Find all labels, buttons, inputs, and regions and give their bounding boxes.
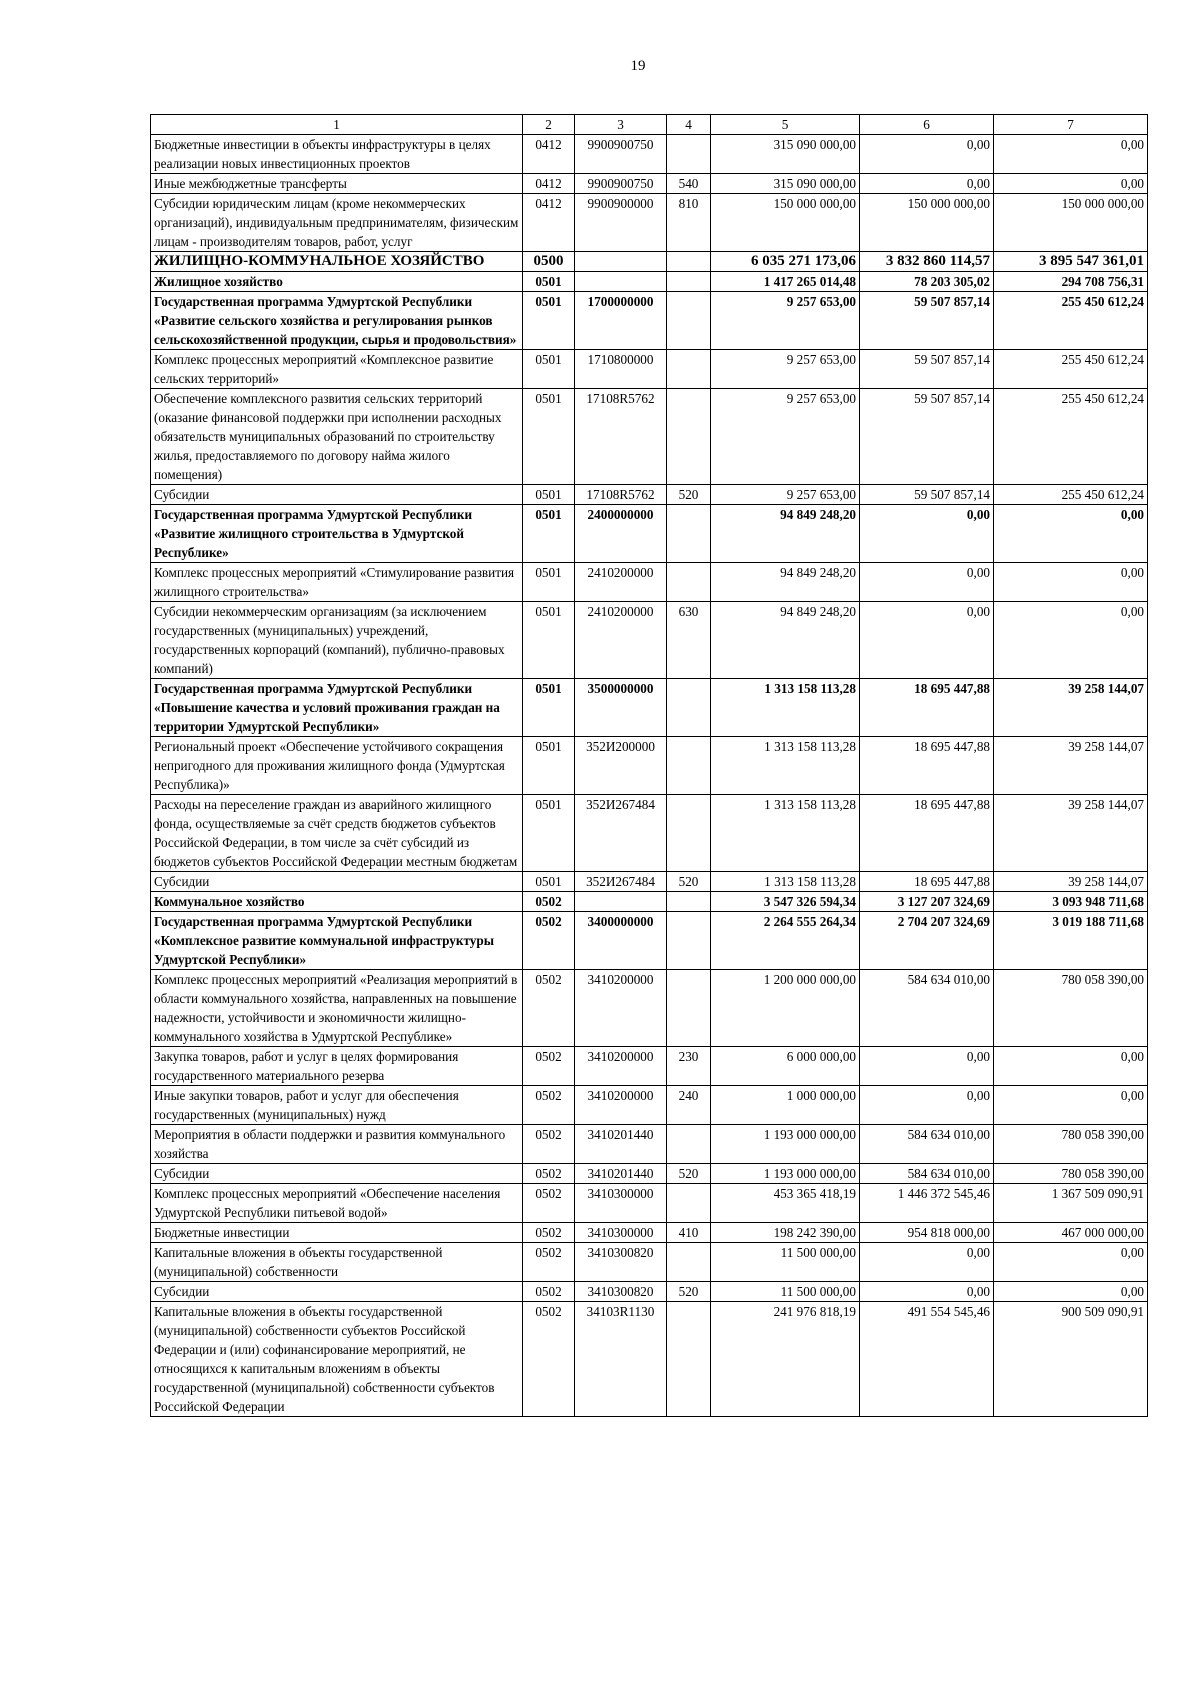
amount-col7: 294 708 756,31 bbox=[994, 272, 1148, 292]
table-row bbox=[151, 1047, 1148, 1086]
amount-col6: 18 695 447,88 bbox=[860, 737, 994, 795]
target-article-code: 352И267484 bbox=[575, 795, 667, 872]
expense-type-code: 520 bbox=[667, 485, 711, 505]
section-code: 0500 bbox=[523, 252, 575, 272]
target-article-code: 2410200000 bbox=[575, 602, 667, 679]
target-article-code: 9900900750 bbox=[575, 174, 667, 194]
section-code: 0501 bbox=[523, 872, 575, 892]
section-code: 0412 bbox=[523, 135, 575, 174]
row-name: Государственная программа Удмуртской Республики «Повышение качества и условий проживания граждан на территории Удмуртской Республики» bbox=[151, 679, 523, 737]
amount-col6: 0,00 bbox=[860, 1282, 994, 1302]
section-code: 0502 bbox=[523, 1223, 575, 1243]
amount-col5: 1 313 158 113,28 bbox=[711, 679, 860, 737]
expense-type-code bbox=[667, 563, 711, 602]
expense-type-code: 630 bbox=[667, 602, 711, 679]
amount-col7: 0,00 bbox=[994, 135, 1148, 174]
expense-type-code bbox=[667, 1243, 711, 1282]
expense-type-code bbox=[667, 389, 711, 485]
section-code: 0501 bbox=[523, 679, 575, 737]
row-name: Мероприятия в области поддержки и развития коммунального хозяйства bbox=[151, 1125, 523, 1164]
amount-col5: 1 313 158 113,28 bbox=[711, 795, 860, 872]
amount-col7: 3 019 188 711,68 bbox=[994, 912, 1148, 970]
section-code: 0502 bbox=[523, 892, 575, 912]
amount-col5: 1 200 000 000,00 bbox=[711, 970, 860, 1047]
amount-col7: 0,00 bbox=[994, 563, 1148, 602]
amount-col5: 1 417 265 014,48 bbox=[711, 272, 860, 292]
amount-col5: 1 313 158 113,28 bbox=[711, 872, 860, 892]
row-name: Иные межбюджетные трансферты bbox=[151, 174, 523, 194]
table-row bbox=[151, 1282, 1148, 1302]
amount-col5: 198 242 390,00 bbox=[711, 1223, 860, 1243]
amount-col7: 0,00 bbox=[994, 174, 1148, 194]
row-name: Субсидии юридическим лицам (кроме некоммерческих организаций), индивидуальным предпринимателям, физическим лицам - производителям товаров, работ, услуг bbox=[151, 194, 523, 252]
amount-col6: 0,00 bbox=[860, 174, 994, 194]
row-name: Комплекс процессных мероприятий «Стимулирование развития жилищного строительства» bbox=[151, 563, 523, 602]
amount-col5: 150 000 000,00 bbox=[711, 194, 860, 252]
expense-type-code bbox=[667, 679, 711, 737]
target-article-code: 3410201440 bbox=[575, 1125, 667, 1164]
table-row bbox=[151, 292, 1148, 350]
expense-type-code bbox=[667, 292, 711, 350]
table-row bbox=[151, 1243, 1148, 1282]
amount-col5: 1 193 000 000,00 bbox=[711, 1164, 860, 1184]
target-article-code bbox=[575, 272, 667, 292]
section-code: 0502 bbox=[523, 1047, 575, 1086]
row-name: Капитальные вложения в объекты государственной (муниципальной) собственности bbox=[151, 1243, 523, 1282]
amount-col7: 780 058 390,00 bbox=[994, 970, 1148, 1047]
expense-type-code bbox=[667, 135, 711, 174]
row-name: Обеспечение комплексного развития сельских территорий (оказание финансовой поддержки при исполнении расходных обязательств муниципальных образований по строительству жилья, предоставляемого по договору найма жилого помещения) bbox=[151, 389, 523, 485]
amount-col7: 0,00 bbox=[994, 1047, 1148, 1086]
column-number: 2 bbox=[523, 115, 575, 135]
table-row bbox=[151, 389, 1148, 485]
amount-col7: 39 258 144,07 bbox=[994, 872, 1148, 892]
amount-col7: 0,00 bbox=[994, 602, 1148, 679]
row-name: ЖИЛИЩНО-КОММУНАЛЬНОЕ ХОЗЯЙСТВО bbox=[151, 252, 523, 272]
amount-col6: 584 634 010,00 bbox=[860, 970, 994, 1047]
amount-col7: 467 000 000,00 bbox=[994, 1223, 1148, 1243]
table-row bbox=[151, 1086, 1148, 1125]
section-code: 0501 bbox=[523, 389, 575, 485]
amount-col7: 780 058 390,00 bbox=[994, 1125, 1148, 1164]
amount-col5: 241 976 818,19 bbox=[711, 1302, 860, 1417]
row-name: Жилищное хозяйство bbox=[151, 272, 523, 292]
target-article-code: 3410300000 bbox=[575, 1223, 667, 1243]
amount-col6: 18 695 447,88 bbox=[860, 795, 994, 872]
section-code: 0501 bbox=[523, 272, 575, 292]
amount-col5: 9 257 653,00 bbox=[711, 485, 860, 505]
section-code: 0501 bbox=[523, 292, 575, 350]
amount-col7: 39 258 144,07 bbox=[994, 795, 1148, 872]
amount-col5: 94 849 248,20 bbox=[711, 563, 860, 602]
expense-type-code bbox=[667, 1184, 711, 1223]
amount-col7: 255 450 612,24 bbox=[994, 292, 1148, 350]
section-code: 0502 bbox=[523, 970, 575, 1047]
amount-col5: 6 000 000,00 bbox=[711, 1047, 860, 1086]
amount-col6: 59 507 857,14 bbox=[860, 485, 994, 505]
target-article-code: 3500000000 bbox=[575, 679, 667, 737]
section-code: 0501 bbox=[523, 485, 575, 505]
target-article-code: 3410300000 bbox=[575, 1184, 667, 1223]
amount-col6: 1 446 372 545,46 bbox=[860, 1184, 994, 1223]
section-code: 0501 bbox=[523, 602, 575, 679]
table-row bbox=[151, 1164, 1148, 1184]
amount-col7: 39 258 144,07 bbox=[994, 679, 1148, 737]
amount-col6: 59 507 857,14 bbox=[860, 292, 994, 350]
amount-col7: 150 000 000,00 bbox=[994, 194, 1148, 252]
amount-col6: 0,00 bbox=[860, 135, 994, 174]
amount-col6: 954 818 000,00 bbox=[860, 1223, 994, 1243]
expense-type-code bbox=[667, 272, 711, 292]
table-row bbox=[151, 892, 1148, 912]
expense-type-code: 520 bbox=[667, 872, 711, 892]
table-row bbox=[151, 174, 1148, 194]
amount-col7: 0,00 bbox=[994, 1086, 1148, 1125]
table-row bbox=[151, 970, 1148, 1047]
row-name: Субсидии bbox=[151, 1282, 523, 1302]
amount-col5: 9 257 653,00 bbox=[711, 350, 860, 389]
section-code: 0502 bbox=[523, 1282, 575, 1302]
section-code: 0501 bbox=[523, 563, 575, 602]
expense-type-code: 520 bbox=[667, 1164, 711, 1184]
amount-col7: 255 450 612,24 bbox=[994, 350, 1148, 389]
target-article-code: 3400000000 bbox=[575, 912, 667, 970]
expense-type-code bbox=[667, 892, 711, 912]
row-name: Расходы на переселение граждан из аварийного жилищного фонда, осуществляемые за счёт средств бюджетов субъектов Российской Федерации, в том числе за счёт субсидий из бюджетов субъектов Российской Федерации местным бюджетам bbox=[151, 795, 523, 872]
column-number: 4 bbox=[667, 115, 711, 135]
amount-col6: 150 000 000,00 bbox=[860, 194, 994, 252]
amount-col5: 3 547 326 594,34 bbox=[711, 892, 860, 912]
amount-col6: 0,00 bbox=[860, 1243, 994, 1282]
expense-type-code bbox=[667, 252, 711, 272]
row-name: Бюджетные инвестиции bbox=[151, 1223, 523, 1243]
table-row bbox=[151, 563, 1148, 602]
amount-col5: 94 849 248,20 bbox=[711, 602, 860, 679]
amount-col6: 3 832 860 114,57 bbox=[860, 252, 994, 272]
amount-col6: 0,00 bbox=[860, 602, 994, 679]
expense-type-code bbox=[667, 795, 711, 872]
amount-col7: 0,00 bbox=[994, 1243, 1148, 1282]
amount-col5: 1 000 000,00 bbox=[711, 1086, 860, 1125]
column-number: 7 bbox=[994, 115, 1148, 135]
target-article-code: 1700000000 bbox=[575, 292, 667, 350]
table-row bbox=[151, 1223, 1148, 1243]
section-code: 0502 bbox=[523, 912, 575, 970]
section-code: 0501 bbox=[523, 795, 575, 872]
amount-col5: 2 264 555 264,34 bbox=[711, 912, 860, 970]
table-row bbox=[151, 135, 1148, 174]
row-name: Субсидии bbox=[151, 872, 523, 892]
expense-type-code bbox=[667, 505, 711, 563]
target-article-code: 3410200000 bbox=[575, 1047, 667, 1086]
section-code: 0502 bbox=[523, 1184, 575, 1223]
row-name: Государственная программа Удмуртской Республики «Комплексное развитие коммунальной инфраструктуры Удмуртской Республики» bbox=[151, 912, 523, 970]
row-name: Государственная программа Удмуртской Республики «Развитие сельского хозяйства и регулирования рынков сельскохозяйственной продукции, сырья и продовольствия» bbox=[151, 292, 523, 350]
amount-col6: 584 634 010,00 bbox=[860, 1125, 994, 1164]
column-number-row bbox=[151, 115, 1148, 135]
target-article-code: 3410200000 bbox=[575, 970, 667, 1047]
amount-col6: 0,00 bbox=[860, 1047, 994, 1086]
row-name: Иные закупки товаров, работ и услуг для обеспечения государственных (муниципальных) нужд bbox=[151, 1086, 523, 1125]
column-number: 3 bbox=[575, 115, 667, 135]
row-name: Коммунальное хозяйство bbox=[151, 892, 523, 912]
amount-col7: 39 258 144,07 bbox=[994, 737, 1148, 795]
row-name: Закупка товаров, работ и услуг в целях формирования государственного материального резерва bbox=[151, 1047, 523, 1086]
expense-type-code: 240 bbox=[667, 1086, 711, 1125]
section-code: 0502 bbox=[523, 1125, 575, 1164]
row-name: Государственная программа Удмуртской Республики «Развитие жилищного строительства в Удмуртской Республике» bbox=[151, 505, 523, 563]
amount-col5: 11 500 000,00 bbox=[711, 1243, 860, 1282]
table-row bbox=[151, 1125, 1148, 1164]
amount-col6: 78 203 305,02 bbox=[860, 272, 994, 292]
row-name: Субсидии некоммерческим организациям (за исключением государственных (муниципальных) учреждений, государственных корпораций (компаний), публично-правовых компаний) bbox=[151, 602, 523, 679]
target-article-code: 3410300820 bbox=[575, 1243, 667, 1282]
amount-col7: 255 450 612,24 bbox=[994, 485, 1148, 505]
target-article-code: 2400000000 bbox=[575, 505, 667, 563]
expense-type-code bbox=[667, 1125, 711, 1164]
column-number: 1 bbox=[151, 115, 523, 135]
table-row bbox=[151, 505, 1148, 563]
table-row bbox=[151, 485, 1148, 505]
row-name: Бюджетные инвестиции в объекты инфраструктуры в целях реализации новых инвестиционных проектов bbox=[151, 135, 523, 174]
expense-type-code: 410 bbox=[667, 1223, 711, 1243]
target-article-code: 17108R5762 bbox=[575, 389, 667, 485]
amount-col7: 780 058 390,00 bbox=[994, 1164, 1148, 1184]
amount-col7: 255 450 612,24 bbox=[994, 389, 1148, 485]
amount-col6: 0,00 bbox=[860, 505, 994, 563]
target-article-code bbox=[575, 892, 667, 912]
amount-col5: 9 257 653,00 bbox=[711, 389, 860, 485]
section-code: 0412 bbox=[523, 194, 575, 252]
table-row bbox=[151, 350, 1148, 389]
amount-col6: 59 507 857,14 bbox=[860, 350, 994, 389]
amount-col5: 11 500 000,00 bbox=[711, 1282, 860, 1302]
row-name: Региональный проект «Обеспечение устойчивого сокращения непригодного для проживания жилищного фонда (Удмуртская Республика)» bbox=[151, 737, 523, 795]
amount-col6: 18 695 447,88 bbox=[860, 872, 994, 892]
target-article-code: 352И200000 bbox=[575, 737, 667, 795]
amount-col6: 2 704 207 324,69 bbox=[860, 912, 994, 970]
amount-col7: 3 895 547 361,01 bbox=[994, 252, 1148, 272]
table-row bbox=[151, 912, 1148, 970]
expense-type-code bbox=[667, 1302, 711, 1417]
expense-type-code: 810 bbox=[667, 194, 711, 252]
amount-col6: 584 634 010,00 bbox=[860, 1164, 994, 1184]
amount-col5: 315 090 000,00 bbox=[711, 174, 860, 194]
amount-col6: 0,00 bbox=[860, 563, 994, 602]
amount-col6: 59 507 857,14 bbox=[860, 389, 994, 485]
amount-col5: 9 257 653,00 bbox=[711, 292, 860, 350]
target-article-code: 1710800000 bbox=[575, 350, 667, 389]
table-row bbox=[151, 679, 1148, 737]
target-article-code bbox=[575, 252, 667, 272]
amount-col5: 1 313 158 113,28 bbox=[711, 737, 860, 795]
row-name: Субсидии bbox=[151, 1164, 523, 1184]
table-row bbox=[151, 737, 1148, 795]
amount-col5: 6 035 271 173,06 bbox=[711, 252, 860, 272]
page-number: 19 bbox=[630, 58, 646, 74]
section-code: 0501 bbox=[523, 737, 575, 795]
amount-col5: 1 193 000 000,00 bbox=[711, 1125, 860, 1164]
column-number: 6 bbox=[860, 115, 994, 135]
section-code: 0412 bbox=[523, 174, 575, 194]
row-name: Комплекс процессных мероприятий «Обеспечение населения Удмуртской Республики питьевой водой» bbox=[151, 1184, 523, 1223]
table-row bbox=[151, 602, 1148, 679]
expense-type-code bbox=[667, 970, 711, 1047]
section-code: 0502 bbox=[523, 1164, 575, 1184]
expense-type-code bbox=[667, 737, 711, 795]
target-article-code: 3410200000 bbox=[575, 1086, 667, 1125]
section-code: 0502 bbox=[523, 1086, 575, 1125]
amount-col6: 18 695 447,88 bbox=[860, 679, 994, 737]
target-article-code: 17108R5762 bbox=[575, 485, 667, 505]
row-name: Капитальные вложения в объекты государственной (муниципальной) собственности субъектов Российской Федерации и (или) софинансирование мероприятий, не относящихся к капитальным вложениям в объекты государственной (муниципальной) собственности субъектов Российской Федерации bbox=[151, 1302, 523, 1417]
target-article-code: 2410200000 bbox=[575, 563, 667, 602]
target-article-code: 34103R1130 bbox=[575, 1302, 667, 1417]
target-article-code: 3410300820 bbox=[575, 1282, 667, 1302]
table-row bbox=[151, 872, 1148, 892]
expense-type-code bbox=[667, 350, 711, 389]
table-row bbox=[151, 194, 1148, 252]
table-row bbox=[151, 1184, 1148, 1223]
target-article-code: 9900900000 bbox=[575, 194, 667, 252]
amount-col6: 491 554 545,46 bbox=[860, 1302, 994, 1417]
target-article-code: 352И267484 bbox=[575, 872, 667, 892]
target-article-code: 3410201440 bbox=[575, 1164, 667, 1184]
expense-type-code: 230 bbox=[667, 1047, 711, 1086]
target-article-code: 9900900750 bbox=[575, 135, 667, 174]
expense-type-code bbox=[667, 912, 711, 970]
expense-type-code: 540 bbox=[667, 174, 711, 194]
section-code: 0501 bbox=[523, 350, 575, 389]
table-row bbox=[151, 252, 1148, 272]
budget-table bbox=[150, 114, 1148, 1417]
table-row bbox=[151, 795, 1148, 872]
amount-col7: 3 093 948 711,68 bbox=[994, 892, 1148, 912]
amount-col7: 0,00 bbox=[994, 505, 1148, 563]
amount-col7: 900 509 090,91 bbox=[994, 1302, 1148, 1417]
amount-col5: 94 849 248,20 bbox=[711, 505, 860, 563]
row-name: Субсидии bbox=[151, 485, 523, 505]
section-code: 0501 bbox=[523, 505, 575, 563]
row-name: Комплекс процессных мероприятий «Реализация мероприятий в области коммунального хозяйства, направленных на повышение надежности, устойчивости и экономичности жилищно-коммунального хозяйства в Удмуртской Республике» bbox=[151, 970, 523, 1047]
amount-col6: 0,00 bbox=[860, 1086, 994, 1125]
table-row bbox=[151, 1302, 1148, 1417]
row-name: Комплекс процессных мероприятий «Комплексное развитие сельских территорий» bbox=[151, 350, 523, 389]
section-code: 0502 bbox=[523, 1243, 575, 1282]
table-row bbox=[151, 272, 1148, 292]
amount-col5: 453 365 418,19 bbox=[711, 1184, 860, 1223]
amount-col7: 0,00 bbox=[994, 1282, 1148, 1302]
expense-type-code: 520 bbox=[667, 1282, 711, 1302]
amount-col6: 3 127 207 324,69 bbox=[860, 892, 994, 912]
amount-col5: 315 090 000,00 bbox=[711, 135, 860, 174]
section-code: 0502 bbox=[523, 1302, 575, 1417]
column-number: 5 bbox=[711, 115, 860, 135]
amount-col7: 1 367 509 090,91 bbox=[994, 1184, 1148, 1223]
